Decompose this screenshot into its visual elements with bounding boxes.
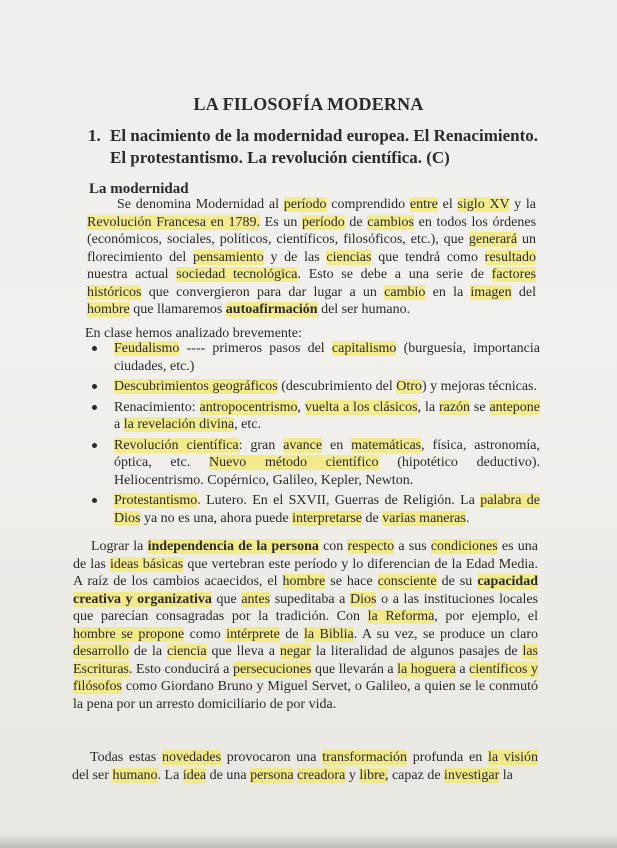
- highlighted-text: la visión: [487, 750, 539, 765]
- text-run: a: [114, 417, 124, 432]
- highlighted-text: las Escrituras: [73, 644, 538, 677]
- text-run: a: [455, 661, 470, 677]
- highlighted-text: entre: [409, 197, 438, 212]
- text-run: se: [470, 399, 490, 415]
- text-run: Renacimiento:: [114, 399, 200, 415]
- highlighted-text: factores históricos: [87, 267, 536, 300]
- highlighted-text: consciente: [377, 574, 437, 589]
- highlighted-text: la revelación divina: [123, 417, 235, 432]
- text-run: ) y mejoras técnicas.: [421, 379, 537, 394]
- text-run: que vertebran este período y lo diferencian de la Edad Media. A raíz de los cambios acaecidos, el: [73, 556, 538, 589]
- bullet-icon: [92, 498, 97, 503]
- highlighted-text: científicos y filósofos: [73, 661, 539, 694]
- text-run: el: [437, 197, 458, 212]
- highlighted-text: razón: [438, 399, 471, 415]
- highlighted-text: transformación: [322, 750, 407, 765]
- text-run: del ser humano.: [317, 302, 411, 317]
- highlighted-text: autoafirmación: [225, 302, 318, 317]
- text-run: , etc.: [234, 417, 261, 432]
- text-run: del ser: [72, 767, 113, 783]
- bullet-icon: [92, 443, 97, 448]
- section-heading-line: El nacimiento de la modernidad europea. El Renacimiento.: [110, 126, 538, 145]
- text-run: profunda en: [406, 750, 488, 765]
- text-run: de: [362, 510, 383, 526]
- highlighted-text: la Reforma: [367, 609, 435, 624]
- list-item: [90, 492, 540, 527]
- page-edge-shadow: [0, 834, 617, 848]
- highlighted-text: negar: [279, 644, 311, 659]
- highlighted-text: avance: [283, 437, 323, 453]
- highlighted-text: generará: [468, 232, 518, 247]
- highlighted-text: capitalismo: [331, 341, 397, 356]
- text-run: y: [345, 767, 360, 783]
- subheading: La modernidad: [89, 181, 189, 197]
- highlighted-text: condiciones: [430, 539, 498, 554]
- page-title: LA FILOSOFÍA MODERNA: [193, 94, 424, 114]
- section-heading-line: El protestantismo. La revolución científica. (C): [110, 148, 450, 167]
- highlighted-text: Nuevo método científico: [208, 455, 379, 470]
- highlighted-text: pensamiento: [192, 249, 264, 265]
- text-run: como: [184, 626, 227, 642]
- text-run: que llamaremos: [129, 302, 226, 317]
- text-run: que tendrá como: [371, 249, 485, 265]
- text-run: un florecimiento del: [87, 232, 536, 265]
- highlighted-text: Dios: [350, 591, 377, 607]
- highlighted-text: siglo XV: [457, 197, 510, 212]
- text-run: : gran: [238, 437, 284, 453]
- text-run: se hace: [325, 574, 378, 589]
- highlighted-text: capacidad creativa y organizativa: [73, 574, 538, 607]
- text-run: a sus: [394, 539, 431, 554]
- text-run: , la: [417, 399, 439, 415]
- highlighted-text: cambios: [367, 214, 414, 230]
- highlighted-text: varias maneras: [382, 510, 466, 526]
- text-run: de su: [436, 574, 478, 589]
- highlighted-text: Revolución científica: [114, 437, 239, 453]
- text-run: . Lutero. En el SXVII, Guerras de Religión. La: [197, 493, 481, 508]
- text-run: que: [211, 591, 242, 607]
- paragraph-modernidad: [87, 196, 536, 319]
- highlighted-text: período: [283, 197, 327, 212]
- highlighted-text: interpretarse: [292, 510, 363, 526]
- bullet-list: [90, 340, 540, 530]
- text-run: en: [322, 437, 352, 453]
- highlighted-text: ciencias: [326, 249, 372, 265]
- text-run: . La: [157, 767, 183, 783]
- highlighted-text: sociedad tecnológica: [176, 267, 298, 282]
- highlighted-text: antropocentrismo: [199, 399, 298, 415]
- list-item: [90, 378, 540, 396]
- highlighted-text: ciencia: [166, 644, 207, 659]
- highlighted-text: imagen: [470, 284, 512, 300]
- section-number: 1.: [88, 126, 101, 145]
- text-run: Se denomina Modernidad al: [117, 197, 284, 212]
- text-run: . Esto se debe a una serie de: [297, 267, 492, 282]
- highlighted-text: persecuciones: [232, 661, 312, 677]
- text-run: (hipotético deductivo). Heliocentrismo. Copérnico, Galileo, Kepler, Newton.: [114, 455, 540, 488]
- highlighted-text: palabra de Dios: [114, 493, 540, 526]
- text-run: de una: [206, 767, 251, 783]
- bullet-icon: [92, 405, 97, 410]
- list-item: [90, 437, 540, 490]
- list-item: [90, 340, 540, 375]
- highlighted-text: libre,: [359, 767, 389, 783]
- highlighted-text: la hoguera: [397, 661, 456, 677]
- highlighted-text: Protestantismo: [114, 493, 198, 508]
- highlighted-text: hombre se propone: [73, 626, 185, 642]
- text-run: y la: [509, 197, 537, 212]
- text-run: (burguesía, importancia ciudades, etc.): [114, 341, 540, 374]
- text-run: que convergieron para dar lugar a un: [141, 284, 385, 300]
- bullet-icon: [92, 384, 97, 389]
- text-run: supeditaba a: [270, 591, 351, 607]
- text-run: la literalidad de algunos pasajes de: [310, 644, 523, 659]
- highlighted-text: independencia de la persona: [147, 539, 319, 554]
- text-run: Lograr la: [91, 539, 148, 554]
- highlighted-text: novedades: [161, 750, 222, 765]
- text-run: en todos los órdenes (económicos, sociales, políticos, científicos, filosóficos, etc.), que: [87, 214, 537, 247]
- text-run: ---- primeros pasos del: [179, 341, 332, 356]
- text-run: o a las instituciones locales que parecían consagradas por la tradición. Con: [73, 591, 538, 624]
- text-run: . Esto conducirá a: [128, 661, 233, 677]
- text-run: nuestra actual: [87, 267, 177, 282]
- text-run: comprendido: [326, 197, 410, 212]
- highlighted-text: idea: [182, 767, 207, 783]
- highlighted-text: ideas básicas: [109, 556, 184, 572]
- list-item: [90, 399, 540, 434]
- text-run: del: [511, 284, 536, 300]
- text-run: ,: [297, 399, 305, 415]
- text-run: con: [318, 539, 348, 554]
- highlighted-text: la Biblia: [303, 626, 354, 642]
- highlighted-text: período: [301, 214, 345, 230]
- text-run: de: [279, 626, 304, 642]
- highlighted-text: desarrollo: [73, 644, 129, 659]
- highlighted-text: creadora: [297, 767, 346, 783]
- text-run: capaz de: [388, 767, 445, 783]
- text-run: Todas estas: [90, 750, 162, 765]
- highlighted-text: cambio: [384, 284, 426, 300]
- text-run: que lleva a: [206, 644, 280, 659]
- text-run: , por ejemplo, el: [434, 609, 538, 624]
- highlighted-text: humano: [112, 767, 158, 783]
- text-run: de: [344, 214, 368, 230]
- text-run: de la: [128, 644, 167, 659]
- highlighted-text: vuelta a los clásicos: [304, 399, 418, 415]
- bullet-icon: [92, 346, 97, 351]
- text-run: Es un: [260, 214, 302, 230]
- highlighted-text: Revolución Francesa en 1789.: [87, 214, 260, 230]
- paragraph-novedades: [72, 749, 538, 784]
- text-run: en la: [425, 284, 471, 300]
- text-run: y de las: [263, 249, 327, 265]
- text-run: . A su vez, se produce un claro: [353, 626, 539, 642]
- paragraph-independencia: [73, 538, 538, 713]
- text-run: ya no es una, ahora puede: [140, 510, 293, 526]
- highlighted-text: Descubrimientos geográficos: [114, 379, 278, 394]
- highlighted-text: resultado: [484, 249, 536, 265]
- text-run: es una de las: [73, 539, 538, 572]
- highlighted-text: Feudalismo: [114, 341, 180, 356]
- highlighted-text: respecto: [347, 539, 395, 554]
- list-intro: En clase hemos analizado brevemente:: [85, 326, 302, 341]
- text-run: que llevarán a: [311, 661, 398, 677]
- text-run: provocaron una: [221, 750, 323, 765]
- text-run: la: [499, 767, 513, 783]
- highlighted-text: Otro: [396, 379, 422, 394]
- highlighted-text: matemáticas: [351, 437, 422, 453]
- highlighted-text: persona: [250, 767, 294, 783]
- highlighted-text: intérprete: [226, 626, 280, 642]
- text-run: , física, astronomía, óptica, etc.: [114, 437, 541, 470]
- highlighted-text: hombre: [282, 574, 326, 589]
- text-run: (descubrimiento del: [277, 379, 397, 394]
- highlighted-text: investigar: [444, 767, 500, 783]
- text-run: .: [465, 510, 470, 526]
- highlighted-text: hombre: [87, 302, 130, 317]
- highlighted-text: antes: [241, 591, 271, 607]
- highlighted-text: antepone: [489, 399, 540, 415]
- text-run: como Giordano Bruno y Miguel Servet, o Galileo, a quien se le conmutó la pena por un arresto domiciliario de por vida.: [73, 679, 538, 712]
